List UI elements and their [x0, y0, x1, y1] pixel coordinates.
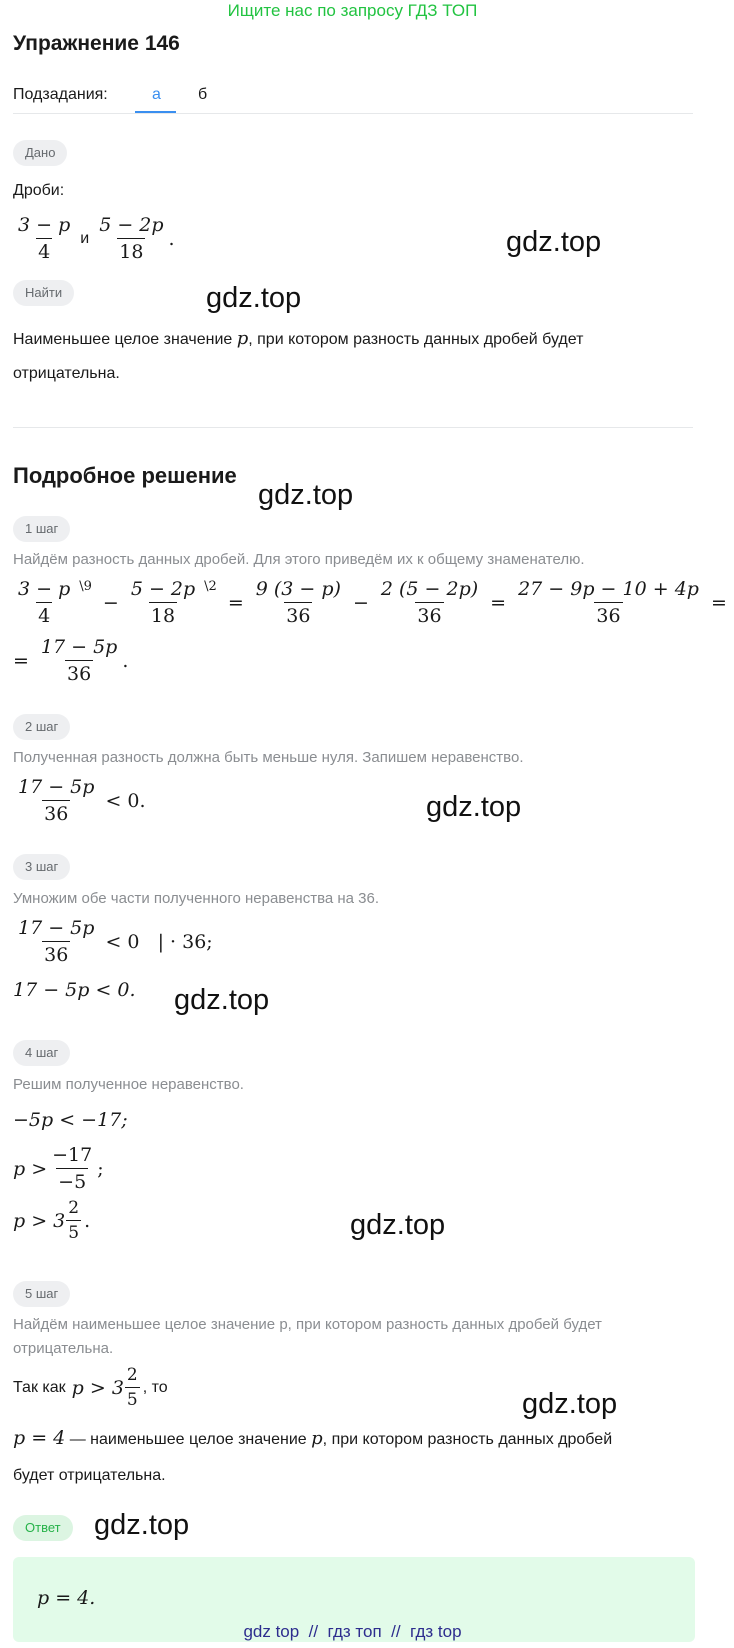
- step-3-inequality: $\frac{17 - 5p}{36}$ < 0 | · 36;: [18, 917, 213, 966]
- step-5-badge: 5 шаг: [13, 1281, 70, 1307]
- given-frac-1: $\frac{3 - p}{4}$: [18, 214, 71, 263]
- watermark: gdz.top: [506, 226, 602, 258]
- step-4-badge: 4 шаг: [13, 1040, 70, 1066]
- step-2-text: Полученная разность должна быть меньше нуля. Запишем неравенство.: [13, 749, 524, 766]
- watermark: gdz.top: [206, 282, 302, 314]
- watermark: gdz.top: [94, 1509, 190, 1541]
- step-5-since: Так как p > 3 $\frac{2}{5}$ , то: [13, 1365, 168, 1410]
- answer-badge: Ответ: [13, 1515, 73, 1541]
- footer-links: gdz top // гдз топ // гдз top: [243, 1622, 462, 1641]
- section-divider: [13, 427, 693, 428]
- step-4-line1: −5p < −17;: [13, 1109, 128, 1131]
- step-1-result: = $\frac{17 - 5p}{36}$ .: [13, 636, 129, 685]
- find-text: Наименьшее целое значение p, при котором разность данных дробей будет отрицательна.: [13, 328, 584, 382]
- step-5-result: p = 4 — наименьшее целое значение p, при котором разность данных дробей будет отрицательна.: [13, 1427, 613, 1484]
- subtasks-label: Подзадания:: [13, 86, 108, 103]
- solution-title: Подробное решение: [13, 463, 237, 488]
- given-fractions: $\frac{3 - p}{4}$ и $\frac{5 - 2p}{18}$ .: [18, 214, 175, 263]
- find-badge: Найти: [13, 280, 74, 306]
- page-title: Упражнение 146: [13, 32, 180, 55]
- step-4-line2: p > $\frac{-17}{-5}$ ;: [13, 1144, 104, 1193]
- given-frac-2: $\frac{5 - 2p}{18}$: [99, 214, 164, 263]
- step-2-inequality: $\frac{17 - 5p}{36}$ < 0.: [18, 776, 146, 825]
- given-label: Дроби:: [13, 182, 65, 199]
- promo-banner: Ищите нас по запросу ГДЗ ТОП: [227, 1, 478, 20]
- tab-a[interactable]: а: [152, 86, 161, 103]
- step-4-text: Решим полученное неравенство.: [13, 1076, 244, 1093]
- watermark: gdz.top: [426, 791, 522, 823]
- step-3-line2: 17 − 5p < 0.: [13, 979, 136, 1001]
- step-1-badge: 1 шаг: [13, 516, 70, 542]
- given-badge: Дано: [13, 140, 67, 166]
- tab-b[interactable]: б: [198, 86, 208, 103]
- step-4-line3: p > 3 $\frac{2}{5}$ .: [13, 1198, 91, 1243]
- watermark: gdz.top: [350, 1209, 446, 1241]
- answer-value: p = 4.: [37, 1587, 96, 1609]
- tabs-divider: [13, 113, 693, 114]
- step-3-text: Умножим обе части полученного неравенства на 36.: [13, 890, 380, 907]
- step-5-text: Найдём наименьшее целое значение p, при котором разность данных дробей будет отрицательна.: [13, 1316, 602, 1357]
- watermark: gdz.top: [522, 1388, 618, 1420]
- step-1-text: Найдём разность данных дробей. Для этого приведём их к общему знаменателю.: [13, 551, 585, 568]
- watermark: gdz.top: [174, 984, 270, 1016]
- step-1-equation: $\frac{3 - p}{4}$ \9 − $\frac{5 - 2p}{18}$ \2 = $\frac{9 (3 - p)}{36}$ − $\frac{2 (5 - 2p)}{36}$ = $\frac{27 - 9p - 10 + 4p}{36}$ =: [18, 578, 727, 627]
- step-3-badge: 3 шаг: [13, 854, 70, 880]
- step-2-badge: 2 шаг: [13, 714, 70, 740]
- watermark: gdz.top: [258, 479, 354, 511]
